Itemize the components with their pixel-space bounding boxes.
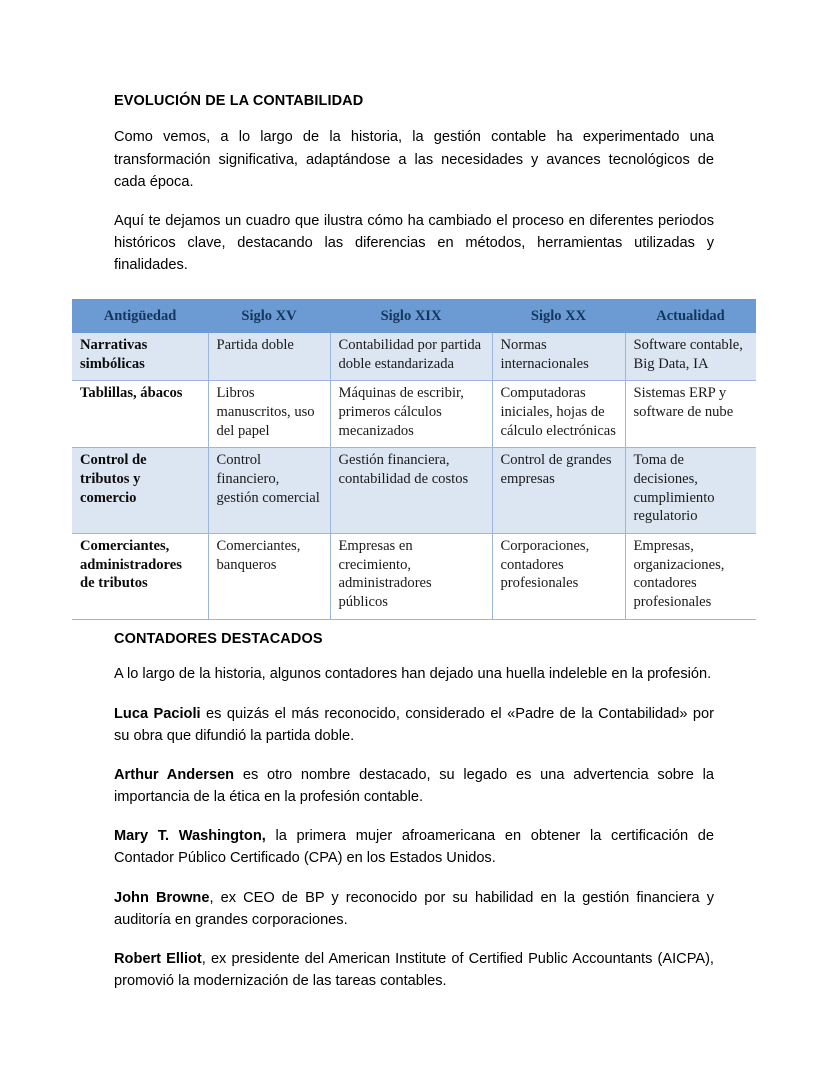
section-heading-contadores: CONTADORES DESTACADOS <box>114 631 323 647</box>
table-row <box>72 333 756 381</box>
table-column-header: Actualidad <box>625 299 756 333</box>
table-cell: Toma de decisiones, cumplimiento regulatorio <box>625 448 756 534</box>
table-row <box>72 381 756 448</box>
contador-name: Mary T. Washington, <box>114 828 266 845</box>
table-cell: Control financiero, gestión comercial <box>208 448 330 534</box>
table-header <box>72 299 756 333</box>
table-cell: Gestión financiera, contabilidad de costos <box>330 448 492 534</box>
contador-description: es otro nombre destacado, su legado es una advertencia sobre la importancia de la ética en la profesión contable. <box>114 766 714 806</box>
table-cell: Contabilidad por partida doble estandarizada <box>330 333 492 381</box>
contador-description: , ex CEO de BP y reconocido por su habilidad en la gestión financiera y auditoría en grandes corporaciones. <box>114 889 715 928</box>
intro-paragraph-2: Aquí te dejamos un cuadro que ilustra cómo ha cambiado el proceso en diferentes periodos históricos clave, destacando las diferencias en métodos, herramientas utilizadas y finalidades. <box>114 212 714 274</box>
contador-description: es quizás el más reconocido, considerado el «Padre de la Contabilidad» por su obra que difundió la partida doble. <box>114 705 714 744</box>
table-cell: Empresas, organizaciones, contadores profesionales <box>625 534 756 620</box>
contador-entry <box>114 825 714 869</box>
table-row <box>72 534 756 620</box>
contador-entry <box>114 703 714 747</box>
table-cell: Sistemas ERP y software de nube <box>625 381 756 448</box>
table-cell: Normas internacionales <box>492 333 625 381</box>
table-cell: Software contable, Big Data, IA <box>625 333 756 381</box>
intro-paragraph-1: Como vemos, a lo largo de la historia, la gestión contable ha experimentado una transformación significativa, adaptándose a las necesidades y avances tecnológicos de cada época. <box>114 129 714 190</box>
table-column-header: Siglo XX <box>492 299 625 333</box>
contador-name: Arthur Andersen <box>114 766 235 783</box>
table-cell: Libros manuscritos, uso del papel <box>208 381 330 448</box>
table-column-header: Antigüedad <box>72 299 208 333</box>
contador-name: Robert Elliot <box>114 950 202 967</box>
contador-entry <box>114 887 714 931</box>
contador-description: , ex presidente del American Institute of Certified Public Accountants (AICPA), promovió la modernización de las tareas contables. <box>114 950 714 990</box>
table-column-header: Siglo XIX <box>330 299 492 333</box>
table-row <box>72 448 756 534</box>
table-column-header: Siglo XV <box>208 299 330 333</box>
table-row-label: Narrativas simbólicas <box>72 333 208 381</box>
page-title: EVOLUCIÓN DE LA CONTABILIDAD <box>114 93 364 109</box>
table-row-label: Tablillas, ábacos <box>72 381 208 448</box>
table-cell: Computadoras iniciales, hojas de cálculo electrónicas <box>492 381 625 448</box>
table-row-label: Comerciantes, administradores de tributos <box>72 534 208 620</box>
table-header-row <box>72 299 756 333</box>
table-cell: Control de grandes empresas <box>492 448 625 534</box>
contador-entry <box>114 948 714 992</box>
table-cell: Máquinas de escribir, primeros cálculos mecanizados <box>330 381 492 448</box>
contador-entry <box>114 764 714 808</box>
section-contadores <box>114 631 714 992</box>
section-evolucion <box>114 93 714 276</box>
table-cell: Comerciantes, banqueros <box>208 534 330 620</box>
table-cell: Empresas en crecimiento, administradores públicos <box>330 534 492 620</box>
contador-description: la primera mujer afroamericana en obtener la certificación de Contador Público Certificado (CPA) en los Estados Unidos. <box>114 828 714 867</box>
contadores-entry-list <box>114 703 714 993</box>
contador-name: John Browne <box>114 889 210 906</box>
table-row-label: Control de tributos y comercio <box>72 448 208 534</box>
evolution-table-container <box>72 299 756 620</box>
table-cell: Partida doble <box>208 333 330 381</box>
contadores-intro-paragraph: A lo largo de la historia, algunos contadores han dejado una huella indeleble en la profesión. <box>114 666 712 683</box>
table-body <box>72 333 756 619</box>
contador-name: Luca Pacioli <box>114 705 201 722</box>
evolution-table <box>72 299 756 620</box>
table-cell: Corporaciones, contadores profesionales <box>492 534 625 620</box>
